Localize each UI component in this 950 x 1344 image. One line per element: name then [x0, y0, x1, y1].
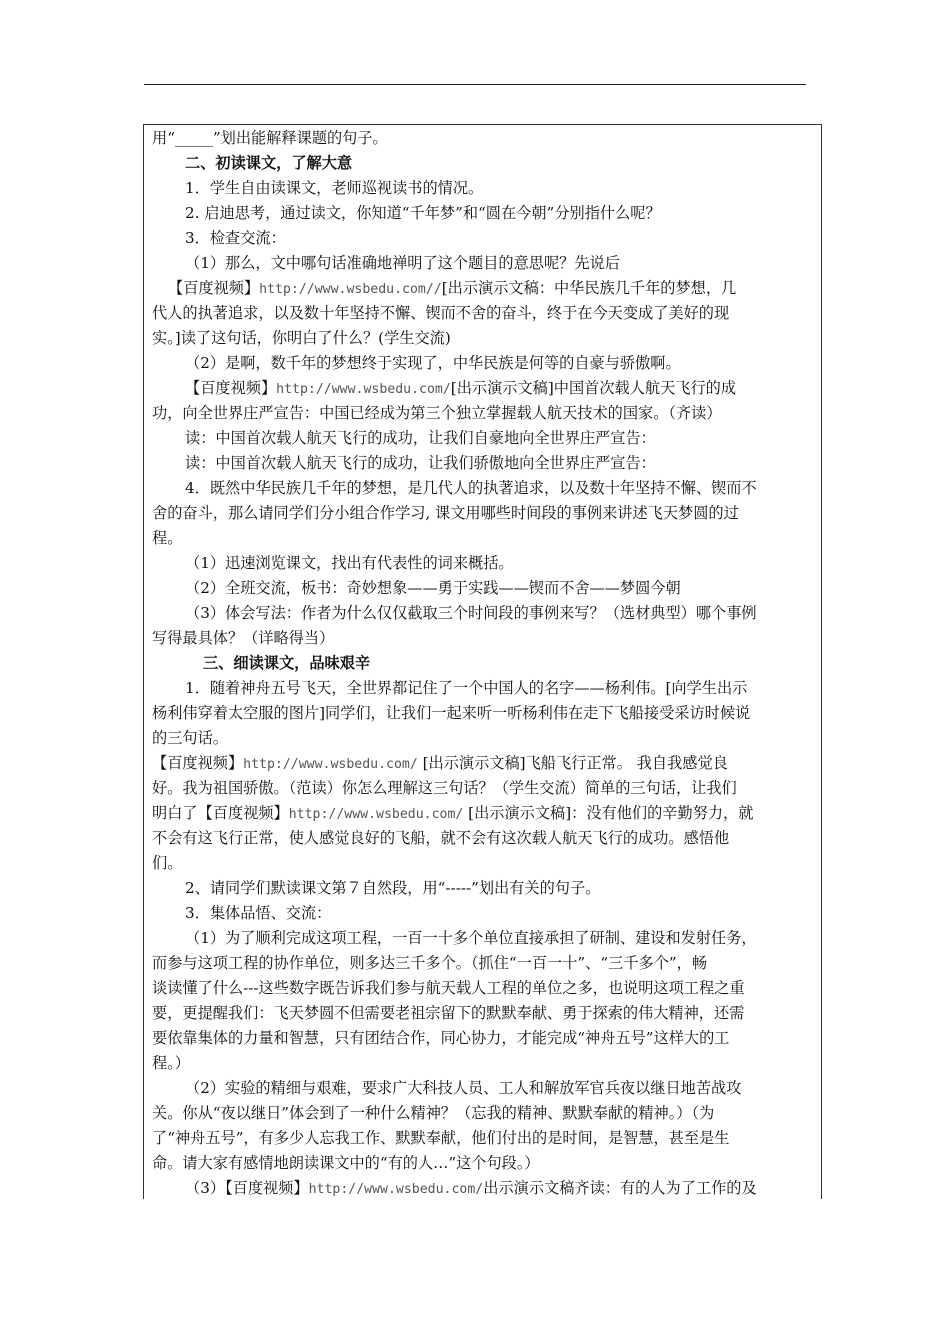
text-line — [152, 776, 737, 800]
text-line — [185, 251, 620, 275]
text-line — [185, 551, 514, 575]
text-segment: （2）全班交流，板书：奇妙想象——勇于实践——锲而不舍——梦圆今朝 — [185, 579, 681, 597]
section-heading — [203, 651, 370, 675]
text-line — [152, 1051, 190, 1075]
text-segment: 舍的奋斗，那么请同学们分小组合作学习, 课文用哪些时间段的事例来讲述飞天梦圆的过 — [152, 504, 739, 522]
text-line — [185, 476, 757, 500]
text-line — [152, 801, 753, 825]
text-line — [185, 226, 286, 250]
text-line — [152, 126, 388, 150]
text-line — [152, 1151, 540, 1175]
text-line — [185, 1176, 757, 1200]
url-link[interactable]: http://www.wsbedu.com// — [259, 282, 442, 297]
text-line — [185, 1076, 741, 1100]
text-segment: 好。我为祖国骄傲。（范读）你怎么理解这三句话？（学生交流）简单的三句话，让我们 — [152, 779, 737, 797]
text-segment: 明白了【百度视频】 — [152, 804, 289, 822]
text-segment: 2、请同学们默读课文第７自然段，用“-----”划出有关的句子。 — [185, 879, 601, 897]
text-segment: 1．学生自由读课文，老师巡视读书的情况。 — [185, 179, 484, 197]
text-segment: 程。 — [152, 529, 183, 547]
text-segment: （2）实验的精细与艰难，要求广大科技人员、工人和解放军官兵夜以继日地苦战攻 — [185, 1079, 742, 1097]
text-segment: 1．随着神舟五号飞天，全世界都记住了一个中国人的名字——杨利伟。[向学生出示 — [185, 679, 748, 697]
text-segment: 要，更提醒我们：飞天梦圆不但需要老祖宗留下的默默奉献、勇于探索的伟大精神，还需 — [152, 1004, 745, 1022]
text-line — [152, 501, 739, 525]
url-link[interactable]: http://www.wsbedu.com/ — [276, 382, 451, 397]
url-link[interactable]: http://www.wsbedu.com/ — [308, 1182, 484, 1197]
text-segment: 用“_____”划出能解释课题的句子。 — [152, 129, 388, 147]
text-segment: 的三句话。 — [152, 729, 228, 747]
text-line — [152, 1101, 714, 1125]
text-segment: 2. 启迪思考，通过读文，你知道“千年梦”和“圆在今朝”分别指什么呢？ — [185, 204, 661, 222]
text-segment: （1）为了顺利完成这项工程，一百一十多个单位直接承担了研制、建设和发射任务， — [185, 929, 757, 947]
text-line — [152, 851, 182, 875]
text-line — [185, 376, 736, 400]
text-segment: 【百度视频】 — [168, 279, 260, 297]
text-line — [185, 876, 600, 900]
text-segment: 而参与这项工程的协作单位，则多达三千多个。（抓住“一百一十”、“三千多个”，畅 — [152, 954, 708, 972]
text-segment: 不会有这飞行正常，使人感觉良好的飞船，就不会有这次载人航天飞行的成功。感悟他 — [152, 829, 730, 847]
text-line — [152, 951, 707, 975]
text-segment: 功，向全世界庄严宣告：中国已经成为第三个独立掌握载人航天技术的国家。（齐读） — [152, 404, 722, 422]
text-line — [152, 1001, 744, 1025]
text-segment: （3）【百度视频】 — [185, 1179, 309, 1197]
text-line — [152, 976, 745, 1000]
text-segment: 谈读懂了什么---这些数字既告诉我们参与航天载人工程的单位之多，也说明这项工程之重 — [152, 979, 745, 997]
text-line — [185, 576, 681, 600]
url-link[interactable]: http://www.wsbedu.com/ — [243, 757, 418, 772]
text-segment: 杨利伟穿着太空服的图片]同学们，让我们一起来听一听杨利伟在走下飞船接受采访时候说 — [152, 704, 751, 722]
text-segment: 程。） — [152, 1054, 190, 1072]
text-line — [152, 726, 228, 750]
text-segment: 3．集体品悟、交流： — [185, 904, 332, 922]
text-segment: 4．既然中华民族几千年的梦想，是几代人的执著追求，以及数十年坚持不懈、锲而不 — [185, 479, 757, 497]
text-line — [185, 451, 656, 475]
text-segment: 读：中国首次载人航天飞行的成功，让我们自豪地向全世界庄严宣告： — [185, 429, 656, 447]
text-segment: [出示演示文稿]中国首次载人航天飞行的成 — [450, 379, 737, 397]
text-line — [152, 626, 334, 650]
text-segment: 了“神舟五号”，有多少人忘我工作、默默奉献，他们付出的是时间，是智慧，甚至是生 — [152, 1129, 730, 1147]
text-segment: 命。请大家有感情地朗读课文中的“有的人…”这个句段。） — [152, 1154, 540, 1172]
text-segment: 【百度视频】 — [152, 754, 244, 772]
text-line — [152, 526, 182, 550]
section-heading — [185, 151, 352, 175]
text-line — [185, 926, 757, 950]
text-segment: 写得最具体？（详略得当） — [152, 629, 335, 647]
text-segment: （1）那么，文中哪句话准确地禅明了这个题目的意思呢？先说后 — [185, 254, 620, 272]
text-segment: （1）迅速浏览课文，找出有代表性的词来概括。 — [185, 554, 514, 572]
text-segment: 关。你从“夜以继日”体会到了一种什么精神？（忘我的精神、默默奉献的精神。）（为 — [152, 1104, 715, 1122]
text-segment: 二、初读课文，了解大意 — [185, 154, 353, 172]
text-segment: （3）体会写法：作者为什么仅仅截取三个时间段的事例来写？（选材典型）哪个事例 — [185, 604, 757, 622]
text-segment: 们。 — [152, 854, 183, 872]
text-line — [152, 301, 729, 325]
text-line — [185, 351, 681, 375]
text-segment: 实。]读了这句话，你明白了什么？(学生交流) — [152, 329, 451, 347]
text-segment: 出示演示文稿齐读：有的人为了工作的及 — [483, 1179, 757, 1197]
text-line — [152, 1026, 729, 1050]
text-segment: 三、细读课文，品味艰辛 — [203, 654, 371, 672]
text-segment: 【百度视频】 — [185, 379, 277, 397]
text-line — [152, 1126, 729, 1150]
text-line — [152, 826, 729, 850]
text-segment: 要依靠集体的力量和智慧，只有团结合作，同心协力，才能完成“神舟五号”这样大的工 — [152, 1029, 730, 1047]
text-line — [152, 326, 451, 350]
text-line — [185, 176, 483, 200]
text-segment: 3．检查交流： — [185, 229, 286, 247]
text-line — [152, 701, 750, 725]
text-segment: 代人的执著追求，以及数十年坚持不懈、锲而不舍的奋斗，终于在今天变成了美好的现 — [152, 304, 730, 322]
text-segment: 读：中国首次载人航天飞行的成功，让我们骄傲地向全世界庄严宣告： — [185, 454, 656, 472]
page-header-rule — [144, 84, 806, 85]
text-line — [185, 901, 331, 925]
text-segment: [出示演示文稿：中华民族几千年的梦想，几 — [441, 279, 737, 297]
text-segment: （2）是啊，数千年的梦想终于实现了，中华民族是何等的自豪与骄傲啊。 — [185, 354, 681, 372]
text-line — [185, 601, 757, 625]
text-line — [185, 426, 656, 450]
text-line — [152, 401, 722, 425]
text-line — [185, 676, 747, 700]
url-link[interactable]: http://www.wsbedu.com/ — [288, 807, 464, 822]
text-line — [185, 201, 661, 225]
text-line — [152, 751, 728, 775]
text-segment: [出示演示文稿]：没有他们的辛勤努力，就 — [463, 804, 754, 822]
text-segment: [出示演示文稿]飞船飞行正常。 我自我感觉良 — [417, 754, 728, 772]
text-line — [168, 276, 736, 300]
